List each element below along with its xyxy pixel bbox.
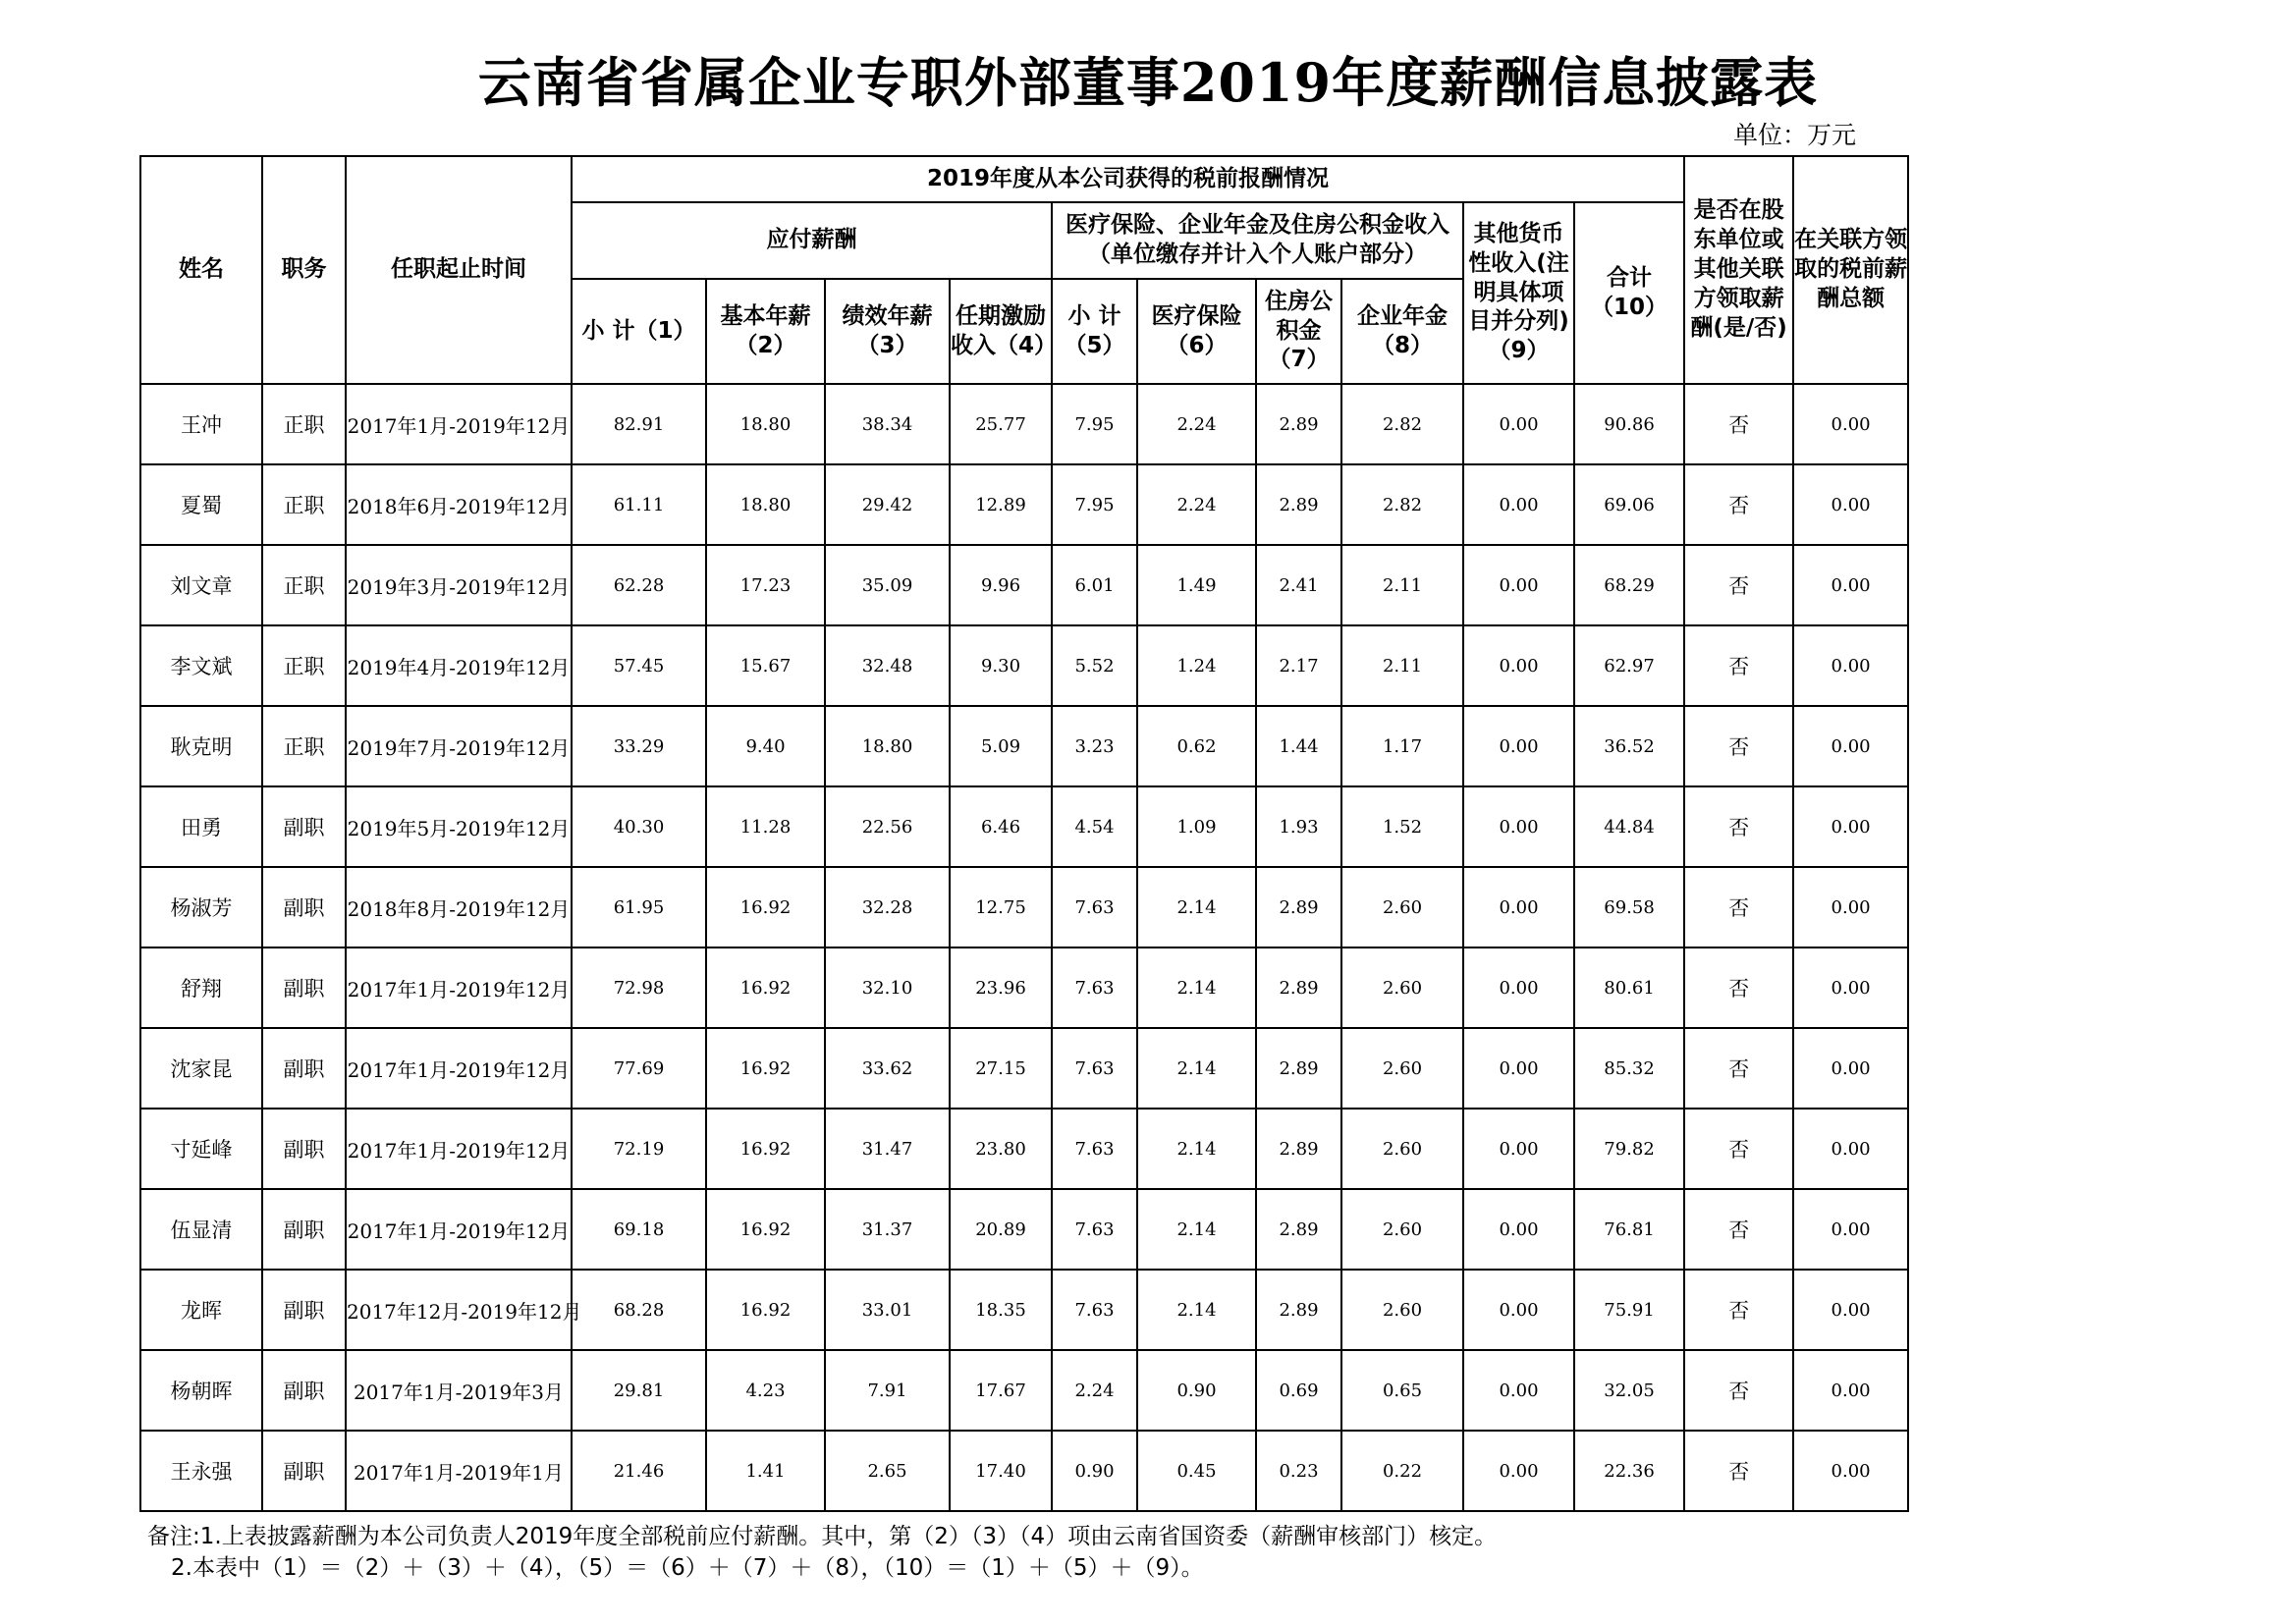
cell-incentive: 18.35 [950, 1270, 1052, 1350]
cell-total: 79.82 [1574, 1109, 1684, 1189]
cell-annuity: 2.60 [1341, 867, 1463, 947]
cell-name: 龙晖 [140, 1270, 262, 1350]
cell-base-salary: 1.41 [706, 1431, 825, 1511]
cell-performance: 33.62 [825, 1028, 950, 1109]
cell-subtotal1: 57.45 [572, 625, 706, 706]
cell-annuity: 0.65 [1341, 1350, 1463, 1431]
cell-subtotal5: 5.52 [1052, 625, 1137, 706]
table-row [140, 625, 1908, 706]
cell-performance: 33.01 [825, 1270, 950, 1350]
cell-total: 69.06 [1574, 464, 1684, 545]
cell-related-party: 否 [1684, 947, 1793, 1028]
cell-subtotal1: 72.98 [572, 947, 706, 1028]
cell-incentive: 20.89 [950, 1189, 1052, 1270]
cell-name: 刘文章 [140, 545, 262, 625]
cell-base-salary: 18.80 [706, 464, 825, 545]
cell-other-income: 0.00 [1463, 786, 1574, 867]
cell-position: 正职 [262, 464, 346, 545]
cell-subtotal5: 6.01 [1052, 545, 1137, 625]
cell-performance: 2.65 [825, 1431, 950, 1511]
cell-period: 2019年7月-2019年12月 [346, 706, 572, 786]
cell-name: 舒翔 [140, 947, 262, 1028]
header-subtotal5: 小 计（5） [1052, 279, 1137, 384]
cell-name: 寸延峰 [140, 1109, 262, 1189]
cell-medical: 2.14 [1137, 947, 1256, 1028]
cell-position: 副职 [262, 1270, 346, 1350]
cell-name: 杨淑芳 [140, 867, 262, 947]
cell-total: 90.86 [1574, 384, 1684, 464]
cell-position: 副职 [262, 947, 346, 1028]
cell-incentive: 23.96 [950, 947, 1052, 1028]
cell-subtotal1: 33.29 [572, 706, 706, 786]
cell-medical: 1.49 [1137, 545, 1256, 625]
cell-housing: 2.89 [1256, 867, 1341, 947]
cell-total: 85.32 [1574, 1028, 1684, 1109]
header-position: 职务 [262, 156, 346, 384]
cell-subtotal5: 7.63 [1052, 947, 1137, 1028]
cell-related-party: 否 [1684, 1350, 1793, 1431]
cell-housing: 0.23 [1256, 1431, 1341, 1511]
table-row [140, 464, 1908, 545]
cell-subtotal1: 72.19 [572, 1109, 706, 1189]
cell-total: 62.97 [1574, 625, 1684, 706]
cell-position: 副职 [262, 1350, 346, 1431]
cell-related-amount: 0.00 [1793, 625, 1908, 706]
cell-incentive: 12.89 [950, 464, 1052, 545]
cell-name: 耿克明 [140, 706, 262, 786]
header-annuity: 企业年金（8） [1341, 279, 1463, 384]
cell-base-salary: 16.92 [706, 1270, 825, 1350]
cell-total: 22.36 [1574, 1431, 1684, 1511]
cell-performance: 29.42 [825, 464, 950, 545]
cell-related-amount: 0.00 [1793, 1270, 1908, 1350]
cell-base-salary: 9.40 [706, 706, 825, 786]
cell-related-amount: 0.00 [1793, 786, 1908, 867]
cell-related-amount: 0.00 [1793, 867, 1908, 947]
cell-position: 副职 [262, 867, 346, 947]
cell-annuity: 2.60 [1341, 1189, 1463, 1270]
cell-name: 夏蜀 [140, 464, 262, 545]
cell-total: 76.81 [1574, 1189, 1684, 1270]
cell-other-income: 0.00 [1463, 1109, 1574, 1189]
cell-performance: 22.56 [825, 786, 950, 867]
cell-subtotal1: 61.11 [572, 464, 706, 545]
cell-medical: 0.62 [1137, 706, 1256, 786]
cell-other-income: 0.00 [1463, 1270, 1574, 1350]
cell-annuity: 2.60 [1341, 947, 1463, 1028]
cell-housing: 2.89 [1256, 1109, 1341, 1189]
cell-period: 2018年8月-2019年12月 [346, 867, 572, 947]
cell-subtotal1: 68.28 [572, 1270, 706, 1350]
cell-medical: 1.09 [1137, 786, 1256, 867]
cell-period: 2017年12月-2019年12月 [346, 1270, 572, 1350]
cell-position: 正职 [262, 706, 346, 786]
cell-name: 伍显清 [140, 1189, 262, 1270]
cell-position: 副职 [262, 1431, 346, 1511]
cell-performance: 18.80 [825, 706, 950, 786]
cell-medical: 0.90 [1137, 1350, 1256, 1431]
cell-other-income: 0.00 [1463, 1028, 1574, 1109]
cell-total: 36.52 [1574, 706, 1684, 786]
cell-position: 副职 [262, 786, 346, 867]
cell-housing: 2.89 [1256, 1028, 1341, 1109]
header-period: 任职起止时间 [346, 156, 572, 384]
cell-subtotal5: 2.24 [1052, 1350, 1137, 1431]
cell-related-party: 否 [1684, 384, 1793, 464]
cell-medical: 2.24 [1137, 384, 1256, 464]
cell-annuity: 0.22 [1341, 1431, 1463, 1511]
cell-other-income: 0.00 [1463, 1350, 1574, 1431]
cell-related-amount: 0.00 [1793, 706, 1908, 786]
cell-performance: 7.91 [825, 1350, 950, 1431]
cell-incentive: 6.46 [950, 786, 1052, 867]
header-medical: 医疗保险（6） [1137, 279, 1256, 384]
cell-medical: 2.14 [1137, 1028, 1256, 1109]
cell-subtotal1: 62.28 [572, 545, 706, 625]
table-body [140, 384, 1908, 1511]
cell-incentive: 5.09 [950, 706, 1052, 786]
header-incentive: 任期激励收入（4） [950, 279, 1052, 384]
header-subtotal1: 小 计（1） [572, 279, 706, 384]
table-row [140, 1270, 1908, 1350]
cell-subtotal5: 7.95 [1052, 464, 1137, 545]
cell-annuity: 2.11 [1341, 545, 1463, 625]
cell-housing: 2.17 [1256, 625, 1341, 706]
cell-related-amount: 0.00 [1793, 947, 1908, 1028]
cell-other-income: 0.00 [1463, 867, 1574, 947]
cell-annuity: 2.60 [1341, 1270, 1463, 1350]
cell-housing: 2.89 [1256, 1189, 1341, 1270]
cell-period: 2017年1月-2019年12月 [346, 947, 572, 1028]
cell-housing: 2.89 [1256, 1270, 1341, 1350]
cell-position: 副职 [262, 1028, 346, 1109]
header-total: 合计（10） [1574, 202, 1684, 384]
cell-related-amount: 0.00 [1793, 464, 1908, 545]
cell-period: 2019年3月-2019年12月 [346, 545, 572, 625]
cell-housing: 1.44 [1256, 706, 1341, 786]
cell-annuity: 2.82 [1341, 384, 1463, 464]
cell-total: 44.84 [1574, 786, 1684, 867]
cell-other-income: 0.00 [1463, 625, 1574, 706]
cell-subtotal1: 21.46 [572, 1431, 706, 1511]
table-row [140, 1350, 1908, 1431]
cell-subtotal5: 7.63 [1052, 1109, 1137, 1189]
cell-period: 2018年6月-2019年12月 [346, 464, 572, 545]
cell-related-amount: 0.00 [1793, 1431, 1908, 1511]
cell-total: 68.29 [1574, 545, 1684, 625]
cell-medical: 0.45 [1137, 1431, 1256, 1511]
note-line-1: 备注:1.上表披露薪酬为本公司负责人2019年度全部税前应付薪酬。其中，第（2）（3）（4）项由云南省国资委（薪酬审核部门）核定。 [147, 1524, 1498, 1549]
cell-period: 2019年4月-2019年12月 [346, 625, 572, 706]
cell-housing: 1.93 [1256, 786, 1341, 867]
cell-total: 80.61 [1574, 947, 1684, 1028]
cell-name: 田勇 [140, 786, 262, 867]
cell-subtotal5: 4.54 [1052, 786, 1137, 867]
cell-subtotal1: 69.18 [572, 1189, 706, 1270]
cell-related-party: 否 [1684, 1109, 1793, 1189]
cell-other-income: 0.00 [1463, 545, 1574, 625]
cell-related-party: 否 [1684, 786, 1793, 867]
table-row [140, 867, 1908, 947]
cell-related-amount: 0.00 [1793, 545, 1908, 625]
cell-housing: 2.89 [1256, 947, 1341, 1028]
cell-subtotal5: 7.63 [1052, 1028, 1137, 1109]
cell-annuity: 1.17 [1341, 706, 1463, 786]
cell-medical: 2.24 [1137, 464, 1256, 545]
header-name: 姓名 [140, 156, 262, 384]
cell-base-salary: 4.23 [706, 1350, 825, 1431]
cell-other-income: 0.00 [1463, 1431, 1574, 1511]
cell-related-amount: 0.00 [1793, 1189, 1908, 1270]
cell-subtotal5: 0.90 [1052, 1431, 1137, 1511]
cell-annuity: 2.11 [1341, 625, 1463, 706]
cell-related-amount: 0.00 [1793, 384, 1908, 464]
cell-performance: 31.37 [825, 1189, 950, 1270]
cell-incentive: 27.15 [950, 1028, 1052, 1109]
cell-incentive: 23.80 [950, 1109, 1052, 1189]
cell-name: 王永强 [140, 1431, 262, 1511]
cell-subtotal5: 7.63 [1052, 1189, 1137, 1270]
cell-related-party: 否 [1684, 1028, 1793, 1109]
cell-related-amount: 0.00 [1793, 1109, 1908, 1189]
cell-housing: 2.89 [1256, 384, 1341, 464]
cell-medical: 2.14 [1137, 1109, 1256, 1189]
document-title: 云南省省属企业专职外部董事2019年度薪酬信息披露表 [477, 51, 1819, 114]
cell-subtotal5: 7.95 [1052, 384, 1137, 464]
cell-total: 75.91 [1574, 1270, 1684, 1350]
header-related-party: 是否在股东单位或其他关联方领取薪酬(是/否) [1684, 156, 1793, 384]
cell-position: 正职 [262, 545, 346, 625]
cell-period: 2017年1月-2019年12月 [346, 1109, 572, 1189]
cell-performance: 32.28 [825, 867, 950, 947]
cell-related-party: 否 [1684, 625, 1793, 706]
cell-performance: 38.34 [825, 384, 950, 464]
cell-base-salary: 16.92 [706, 1028, 825, 1109]
cell-related-party: 否 [1684, 1431, 1793, 1511]
table-row [140, 1189, 1908, 1270]
header-pretax-group: 2019年度从本公司获得的税前报酬情况 [572, 156, 1684, 202]
note-line-2: 2.本表中（1）＝（2）＋（3）＋（4），（5）＝（6）＋（7）＋（8），（10）＝（1）＋（5）＋（9）。 [171, 1555, 1204, 1581]
cell-incentive: 12.75 [950, 867, 1052, 947]
cell-subtotal5: 7.63 [1052, 867, 1137, 947]
cell-name: 杨朝晖 [140, 1350, 262, 1431]
table-row [140, 1431, 1908, 1511]
cell-period: 2017年1月-2019年12月 [346, 384, 572, 464]
cell-related-amount: 0.00 [1793, 1350, 1908, 1431]
cell-name: 李文斌 [140, 625, 262, 706]
cell-total: 69.58 [1574, 867, 1684, 947]
header-related-amount: 在关联方领取的税前薪酬总额 [1793, 156, 1908, 384]
cell-performance: 32.48 [825, 625, 950, 706]
cell-related-party: 否 [1684, 706, 1793, 786]
cell-annuity: 1.52 [1341, 786, 1463, 867]
cell-annuity: 2.60 [1341, 1028, 1463, 1109]
cell-medical: 2.14 [1137, 1189, 1256, 1270]
cell-position: 副职 [262, 1189, 346, 1270]
cell-base-salary: 16.92 [706, 947, 825, 1028]
cell-subtotal1: 82.91 [572, 384, 706, 464]
cell-performance: 35.09 [825, 545, 950, 625]
table-row [140, 947, 1908, 1028]
cell-period: 2017年1月-2019年12月 [346, 1028, 572, 1109]
cell-incentive: 17.67 [950, 1350, 1052, 1431]
cell-related-party: 否 [1684, 1189, 1793, 1270]
cell-medical: 1.24 [1137, 625, 1256, 706]
cell-base-salary: 16.92 [706, 1109, 825, 1189]
cell-incentive: 9.96 [950, 545, 1052, 625]
header-payable-group: 应付薪酬 [572, 202, 1052, 279]
cell-subtotal1: 61.95 [572, 867, 706, 947]
cell-performance: 31.47 [825, 1109, 950, 1189]
cell-other-income: 0.00 [1463, 706, 1574, 786]
table-row [140, 706, 1908, 786]
cell-performance: 32.10 [825, 947, 950, 1028]
cell-total: 32.05 [1574, 1350, 1684, 1431]
cell-name: 沈家昆 [140, 1028, 262, 1109]
cell-name: 王冲 [140, 384, 262, 464]
cell-subtotal5: 3.23 [1052, 706, 1137, 786]
cell-related-party: 否 [1684, 464, 1793, 545]
cell-period: 2017年1月-2019年12月 [346, 1189, 572, 1270]
cell-related-party: 否 [1684, 867, 1793, 947]
cell-related-party: 否 [1684, 1270, 1793, 1350]
cell-incentive: 9.30 [950, 625, 1052, 706]
cell-related-amount: 0.00 [1793, 1028, 1908, 1109]
cell-subtotal1: 40.30 [572, 786, 706, 867]
cell-position: 正职 [262, 384, 346, 464]
cell-period: 2017年1月-2019年3月 [346, 1350, 572, 1431]
table-row [140, 1028, 1908, 1109]
cell-related-party: 否 [1684, 545, 1793, 625]
cell-period: 2017年1月-2019年1月 [346, 1431, 572, 1511]
cell-base-salary: 15.67 [706, 625, 825, 706]
cell-incentive: 25.77 [950, 384, 1052, 464]
cell-period: 2019年5月-2019年12月 [346, 786, 572, 867]
header-insurance-group: 医疗保险、企业年金及住房公积金收入（单位缴存并计入个人账户部分） [1052, 202, 1463, 279]
cell-medical: 2.14 [1137, 1270, 1256, 1350]
cell-housing: 2.41 [1256, 545, 1341, 625]
cell-subtotal5: 7.63 [1052, 1270, 1137, 1350]
cell-annuity: 2.82 [1341, 464, 1463, 545]
header-housing: 住房公积金（7） [1256, 279, 1341, 384]
salary-table [139, 155, 1909, 1512]
cell-other-income: 0.00 [1463, 947, 1574, 1028]
cell-position: 副职 [262, 1109, 346, 1189]
header-base-salary: 基本年薪（2） [706, 279, 825, 384]
cell-base-salary: 18.80 [706, 384, 825, 464]
header-other-income: 其他货币性收入(注明具体项目并分列)（9） [1463, 202, 1574, 384]
cell-other-income: 0.00 [1463, 384, 1574, 464]
cell-other-income: 0.00 [1463, 1189, 1574, 1270]
header-performance: 绩效年薪（3） [825, 279, 950, 384]
cell-annuity: 2.60 [1341, 1109, 1463, 1189]
cell-incentive: 17.40 [950, 1431, 1052, 1511]
cell-subtotal1: 29.81 [572, 1350, 706, 1431]
cell-position: 正职 [262, 625, 346, 706]
cell-other-income: 0.00 [1463, 464, 1574, 545]
cell-base-salary: 11.28 [706, 786, 825, 867]
cell-base-salary: 16.92 [706, 867, 825, 947]
table-row [140, 545, 1908, 625]
cell-base-salary: 16.92 [706, 1189, 825, 1270]
table-row [140, 786, 1908, 867]
cell-medical: 2.14 [1137, 867, 1256, 947]
cell-housing: 2.89 [1256, 464, 1341, 545]
cell-subtotal1: 77.69 [572, 1028, 706, 1109]
table-row [140, 1109, 1908, 1189]
cell-base-salary: 17.23 [706, 545, 825, 625]
cell-housing: 0.69 [1256, 1350, 1341, 1431]
table-row [140, 384, 1908, 464]
unit-label: 单位：万元 [1733, 121, 1857, 149]
